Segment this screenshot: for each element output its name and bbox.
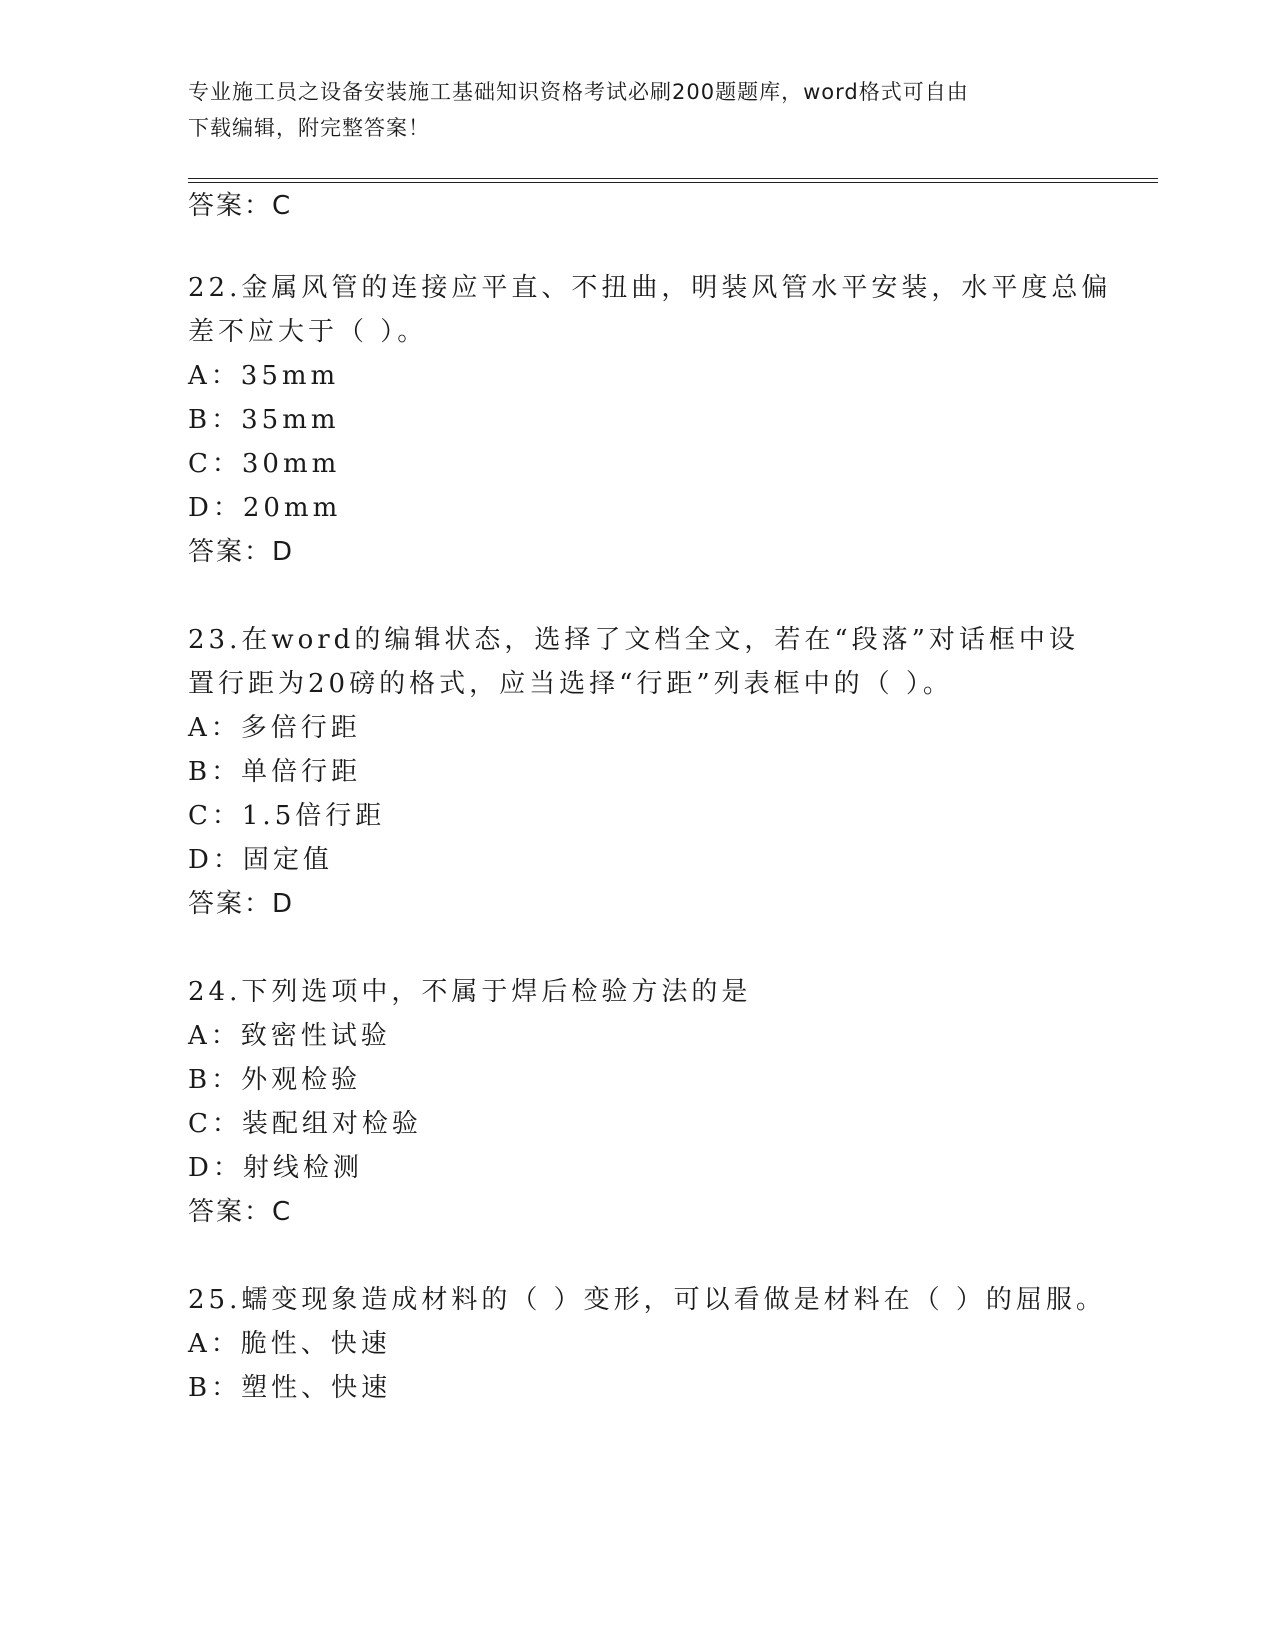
question-23-option-d: D：固定值	[188, 845, 333, 875]
question-22-stem-line-1: 22.金属风管的连接应平直、不扭曲，明装风管水平安装，水平度总偏	[188, 273, 1112, 303]
question-22-option-b: B：35mm	[188, 405, 340, 435]
question-23-stem-line-2: 置行距为20磅的格式，应当选择“行距”列表框中的（ ）。	[188, 669, 953, 699]
question-24-option-c: C：装配组对检验	[188, 1109, 422, 1139]
header-line-2: 下载编辑，附完整答案！	[188, 116, 430, 140]
question-24-option-d: D：射线检测	[188, 1153, 363, 1183]
question-24-option-b: B：外观检验	[188, 1065, 362, 1095]
header-line-1: 专业施工员之设备安装施工基础知识资格考试必刷200题题库，word格式可自由	[188, 80, 969, 104]
question-25-stem-line-1: 25.蠕变现象造成材料的（ ）变形，可以看做是材料在（ ）的屈服。	[188, 1285, 1106, 1315]
question-23-answer: 答案：D	[188, 889, 295, 919]
question-22-option-d: D：20mm	[188, 493, 342, 523]
question-23-option-b: B：单倍行距	[188, 757, 362, 787]
document-header	[188, 74, 1068, 146]
question-25-option-b: B：塑性、快速	[188, 1373, 392, 1403]
question-22-answer: 答案：D	[188, 537, 295, 567]
question-24-option-a: A：致密性试验	[188, 1021, 391, 1051]
header-divider	[188, 178, 1158, 183]
previous-answer: 答案：C	[188, 191, 293, 221]
question-23-stem-line-1: 23.在word的编辑状态，选择了文档全文，若在“段落”对话框中设	[188, 625, 1079, 655]
question-24-stem-line-1: 24.下列选项中，不属于焊后检验方法的是	[188, 977, 752, 1007]
question-22-option-c: C：30mm	[188, 449, 341, 479]
question-23-option-a: A：多倍行距	[188, 713, 361, 743]
question-24-answer: 答案：C	[188, 1197, 293, 1227]
question-22-stem-line-2: 差不应大于（ ）。	[188, 317, 428, 347]
question-25-option-a: A：脆性、快速	[188, 1329, 391, 1359]
question-22-option-a: A：35mm	[188, 361, 340, 391]
question-23-option-c: C：1.5倍行距	[188, 801, 386, 831]
